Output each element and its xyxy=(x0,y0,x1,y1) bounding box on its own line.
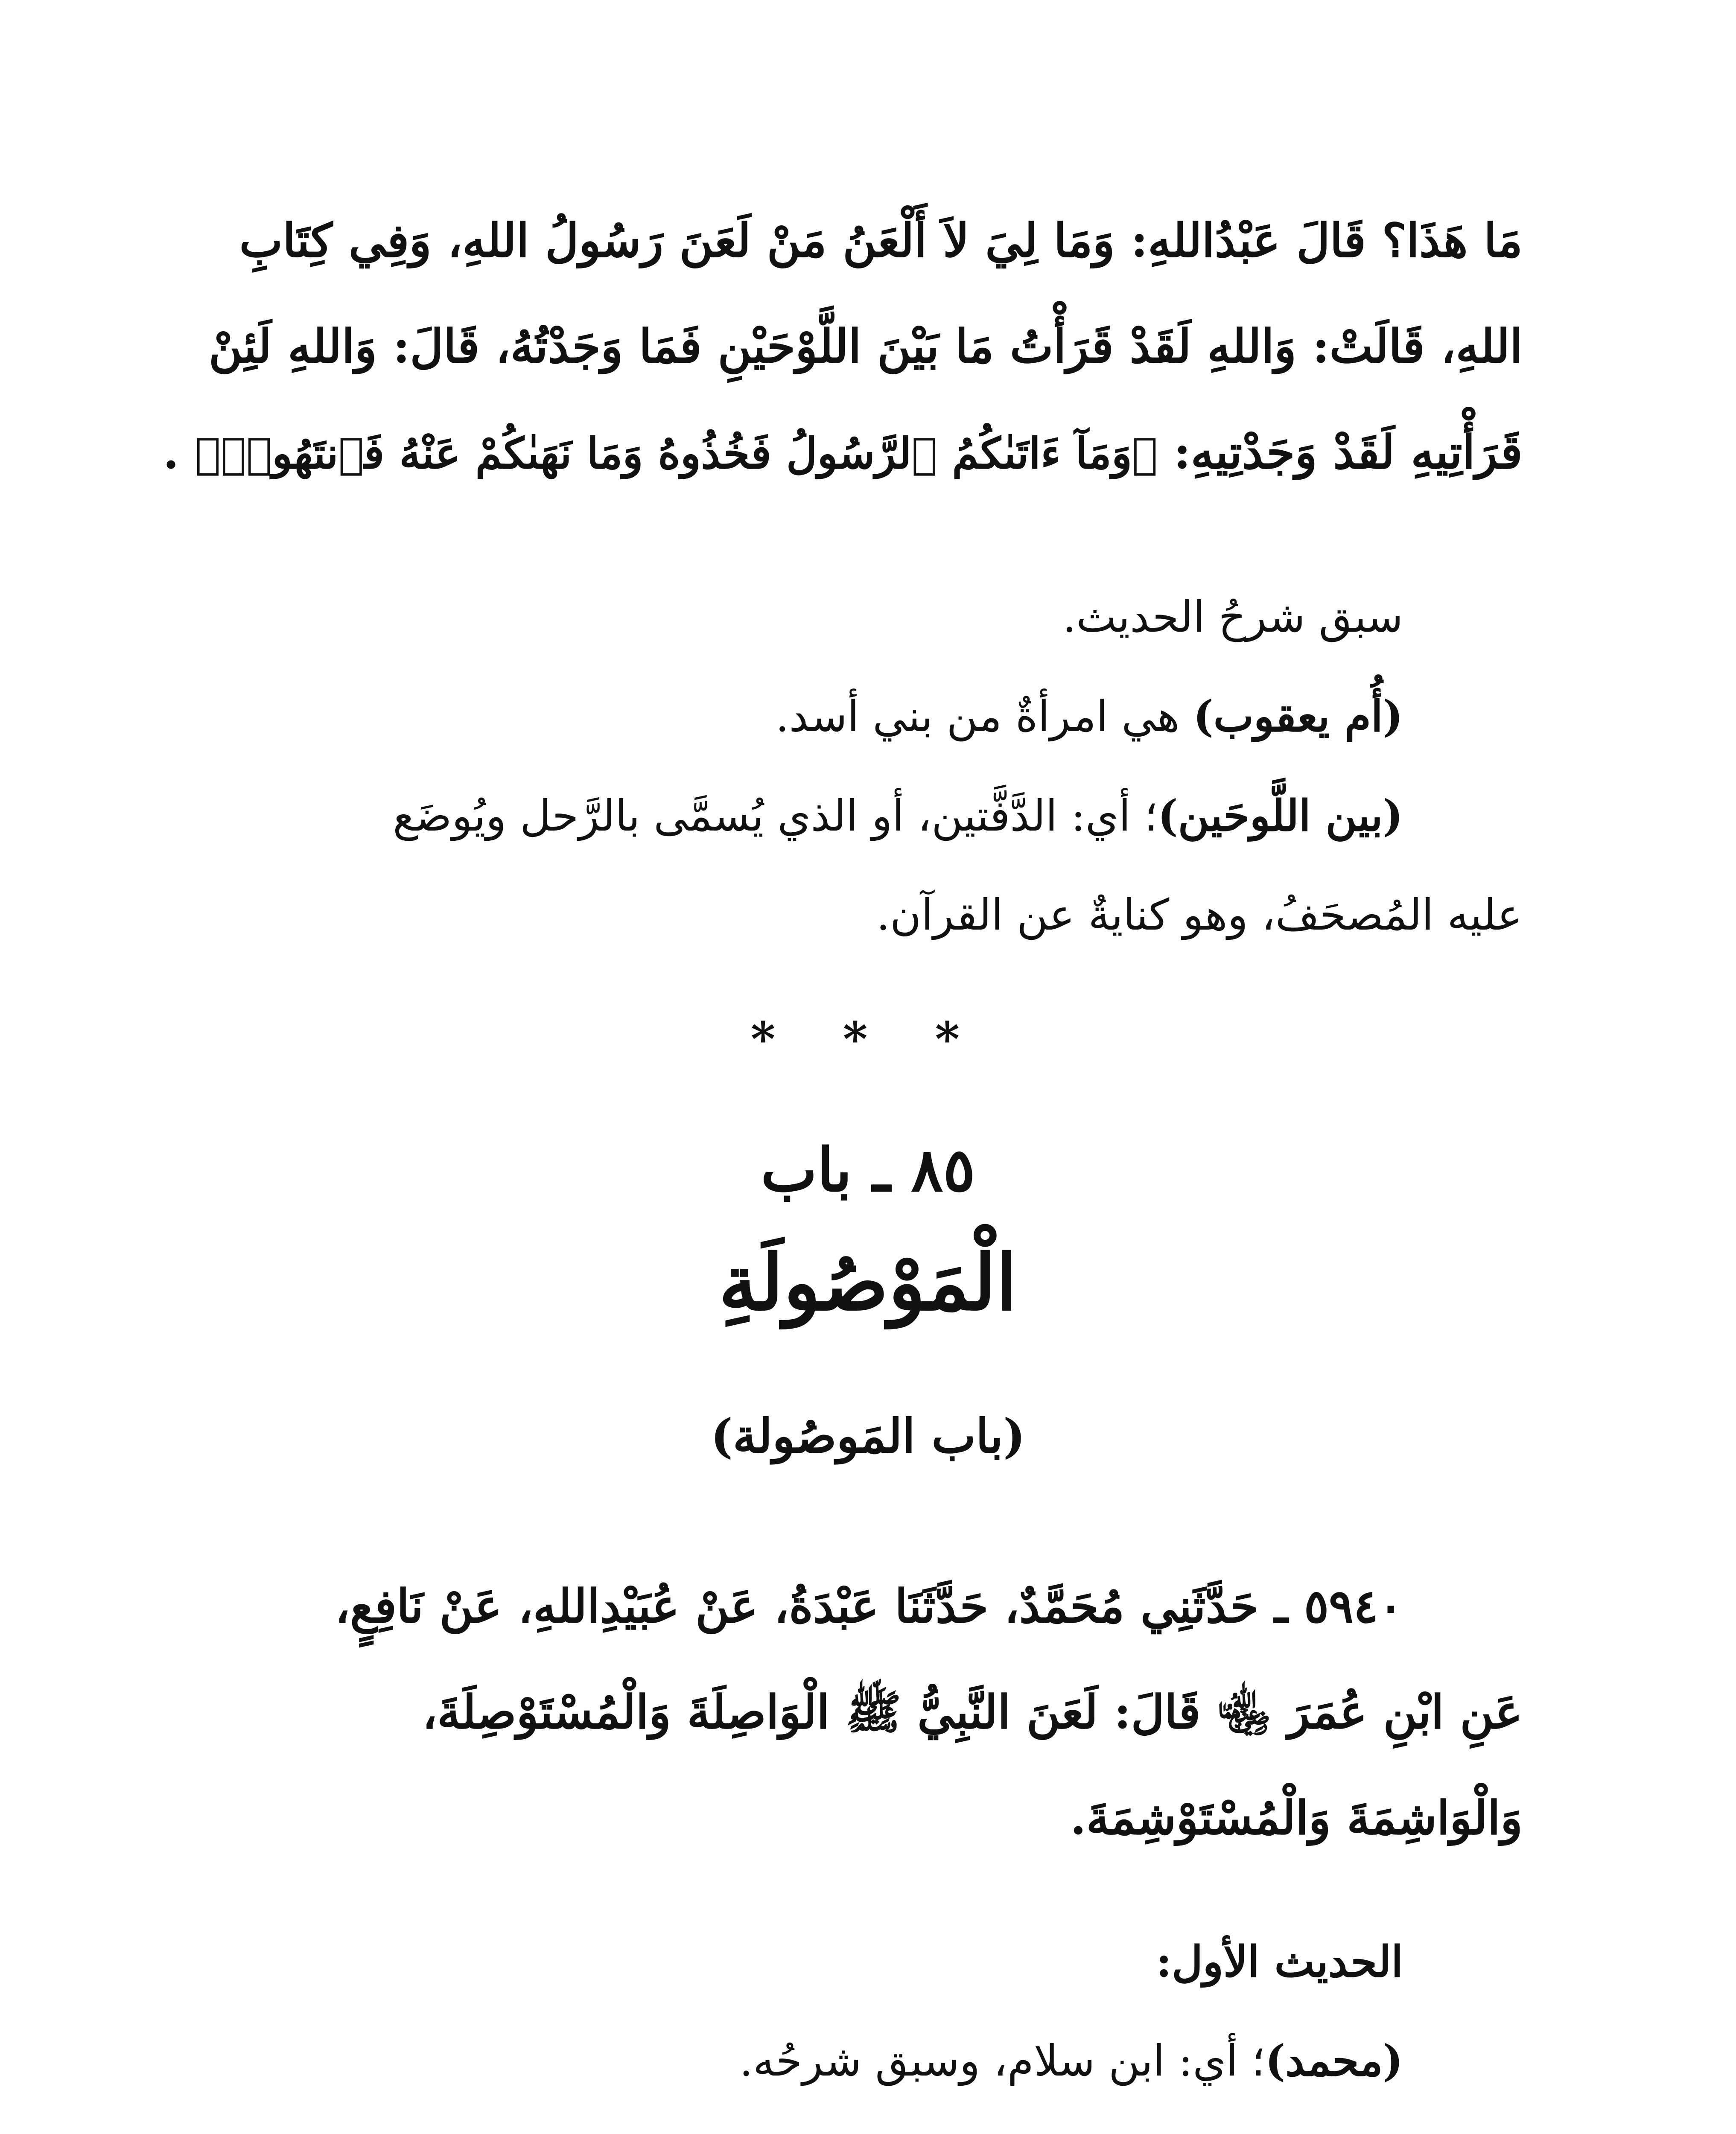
hadith-line: وَالْوَاشِمَةَ وَالْمُسْتَوْشِمَةَ. xyxy=(1070,1791,1523,1845)
chapter-title: الْمَوْصُولَةِ xyxy=(718,1238,1018,1328)
quran-verse: ﴿وَمَآ ءَاتَىٰكُمُ ٱلرَّسُولُ فَخُذُوهُ وَمَا نَهَىٰكُمْ عَنْهُ فَٱنتَهُوا۟﴾ xyxy=(195,428,1158,478)
hadith-line-end: . xyxy=(163,426,179,479)
commentary-line xyxy=(216,2011,1523,2111)
commentary-line xyxy=(216,766,1523,866)
hadith-line-with-quran xyxy=(163,399,1523,506)
hadith-line: مَا هَذَا؟ قَالَ عَبْدُاللهِ: وَمَا لِيَ لاَ أَلْعَنُ مَنْ لَعَنَ رَسُولُ اللهِ، وَفِي كِتَابِ xyxy=(239,214,1523,268)
section-separator: * * * xyxy=(750,1012,986,1067)
hadith-5940 xyxy=(216,1554,1523,1871)
hadith-line: ٥٩٤٠ ـ حَدَّثَنِي مُحَمَّدٌ، حَدَّثَنَا عَبْدَةُ، عَنْ عُبَيْدِاللهِ، عَنْ نَافِعٍ، xyxy=(335,1580,1403,1633)
commentary-term: (أُم يعقوب) xyxy=(1193,691,1403,741)
chapter-number: ٨٥ ـ باب xyxy=(761,1135,975,1205)
commentary-term: (بين اللَّوحَين) xyxy=(1158,790,1403,841)
commentary-explanation: ؛ أي: ابن سلام، وسبق شرحُه. xyxy=(739,2036,1265,2086)
commentary-line: عليه المُصحَفُ، وهو كنايةٌ عن القرآن. xyxy=(876,890,1523,940)
hadith-line-text: قَرَأْتِيهِ لَقَدْ وَجَدْتِيهِ: xyxy=(1173,426,1523,479)
commentary-block xyxy=(216,1912,1523,2111)
commentary-line xyxy=(216,667,1523,766)
commentary-heading: الحديث الأول: xyxy=(1156,1936,1403,1987)
chapter-subtitle: (باب المَوصُولة) xyxy=(710,1408,1026,1463)
hadith-line: اللهِ، قَالَتْ: وَاللهِ لَقَدْ قَرَأْتُ مَا بَيْنَ اللَّوْحَيْنِ فَمَا وَجَدْتُهُ، قَالَ: وَاللهِ لَئِنْ xyxy=(208,320,1523,373)
commentary-term: (محمد) xyxy=(1265,2035,1403,2086)
commentary-block xyxy=(216,568,1523,965)
commentary-line: سبق شرحُ الحديث. xyxy=(1062,592,1403,642)
hadith-line: عَنِ ابْنِ عُمَرَ ﵄ قَالَ: لَعَنَ النَّبِيُّ ﷺ الْوَاصِلَةَ وَالْمُسْتَوْصِلَةَ، xyxy=(422,1685,1523,1739)
hadith-continuation xyxy=(163,188,1523,506)
commentary-explanation: ؛ أي: الدَّفَّتين، أو الذي يُسمَّى بالرَّحل ويُوضَع xyxy=(393,791,1158,841)
commentary-explanation: هي امرأةٌ من بني أسد. xyxy=(775,691,1193,741)
